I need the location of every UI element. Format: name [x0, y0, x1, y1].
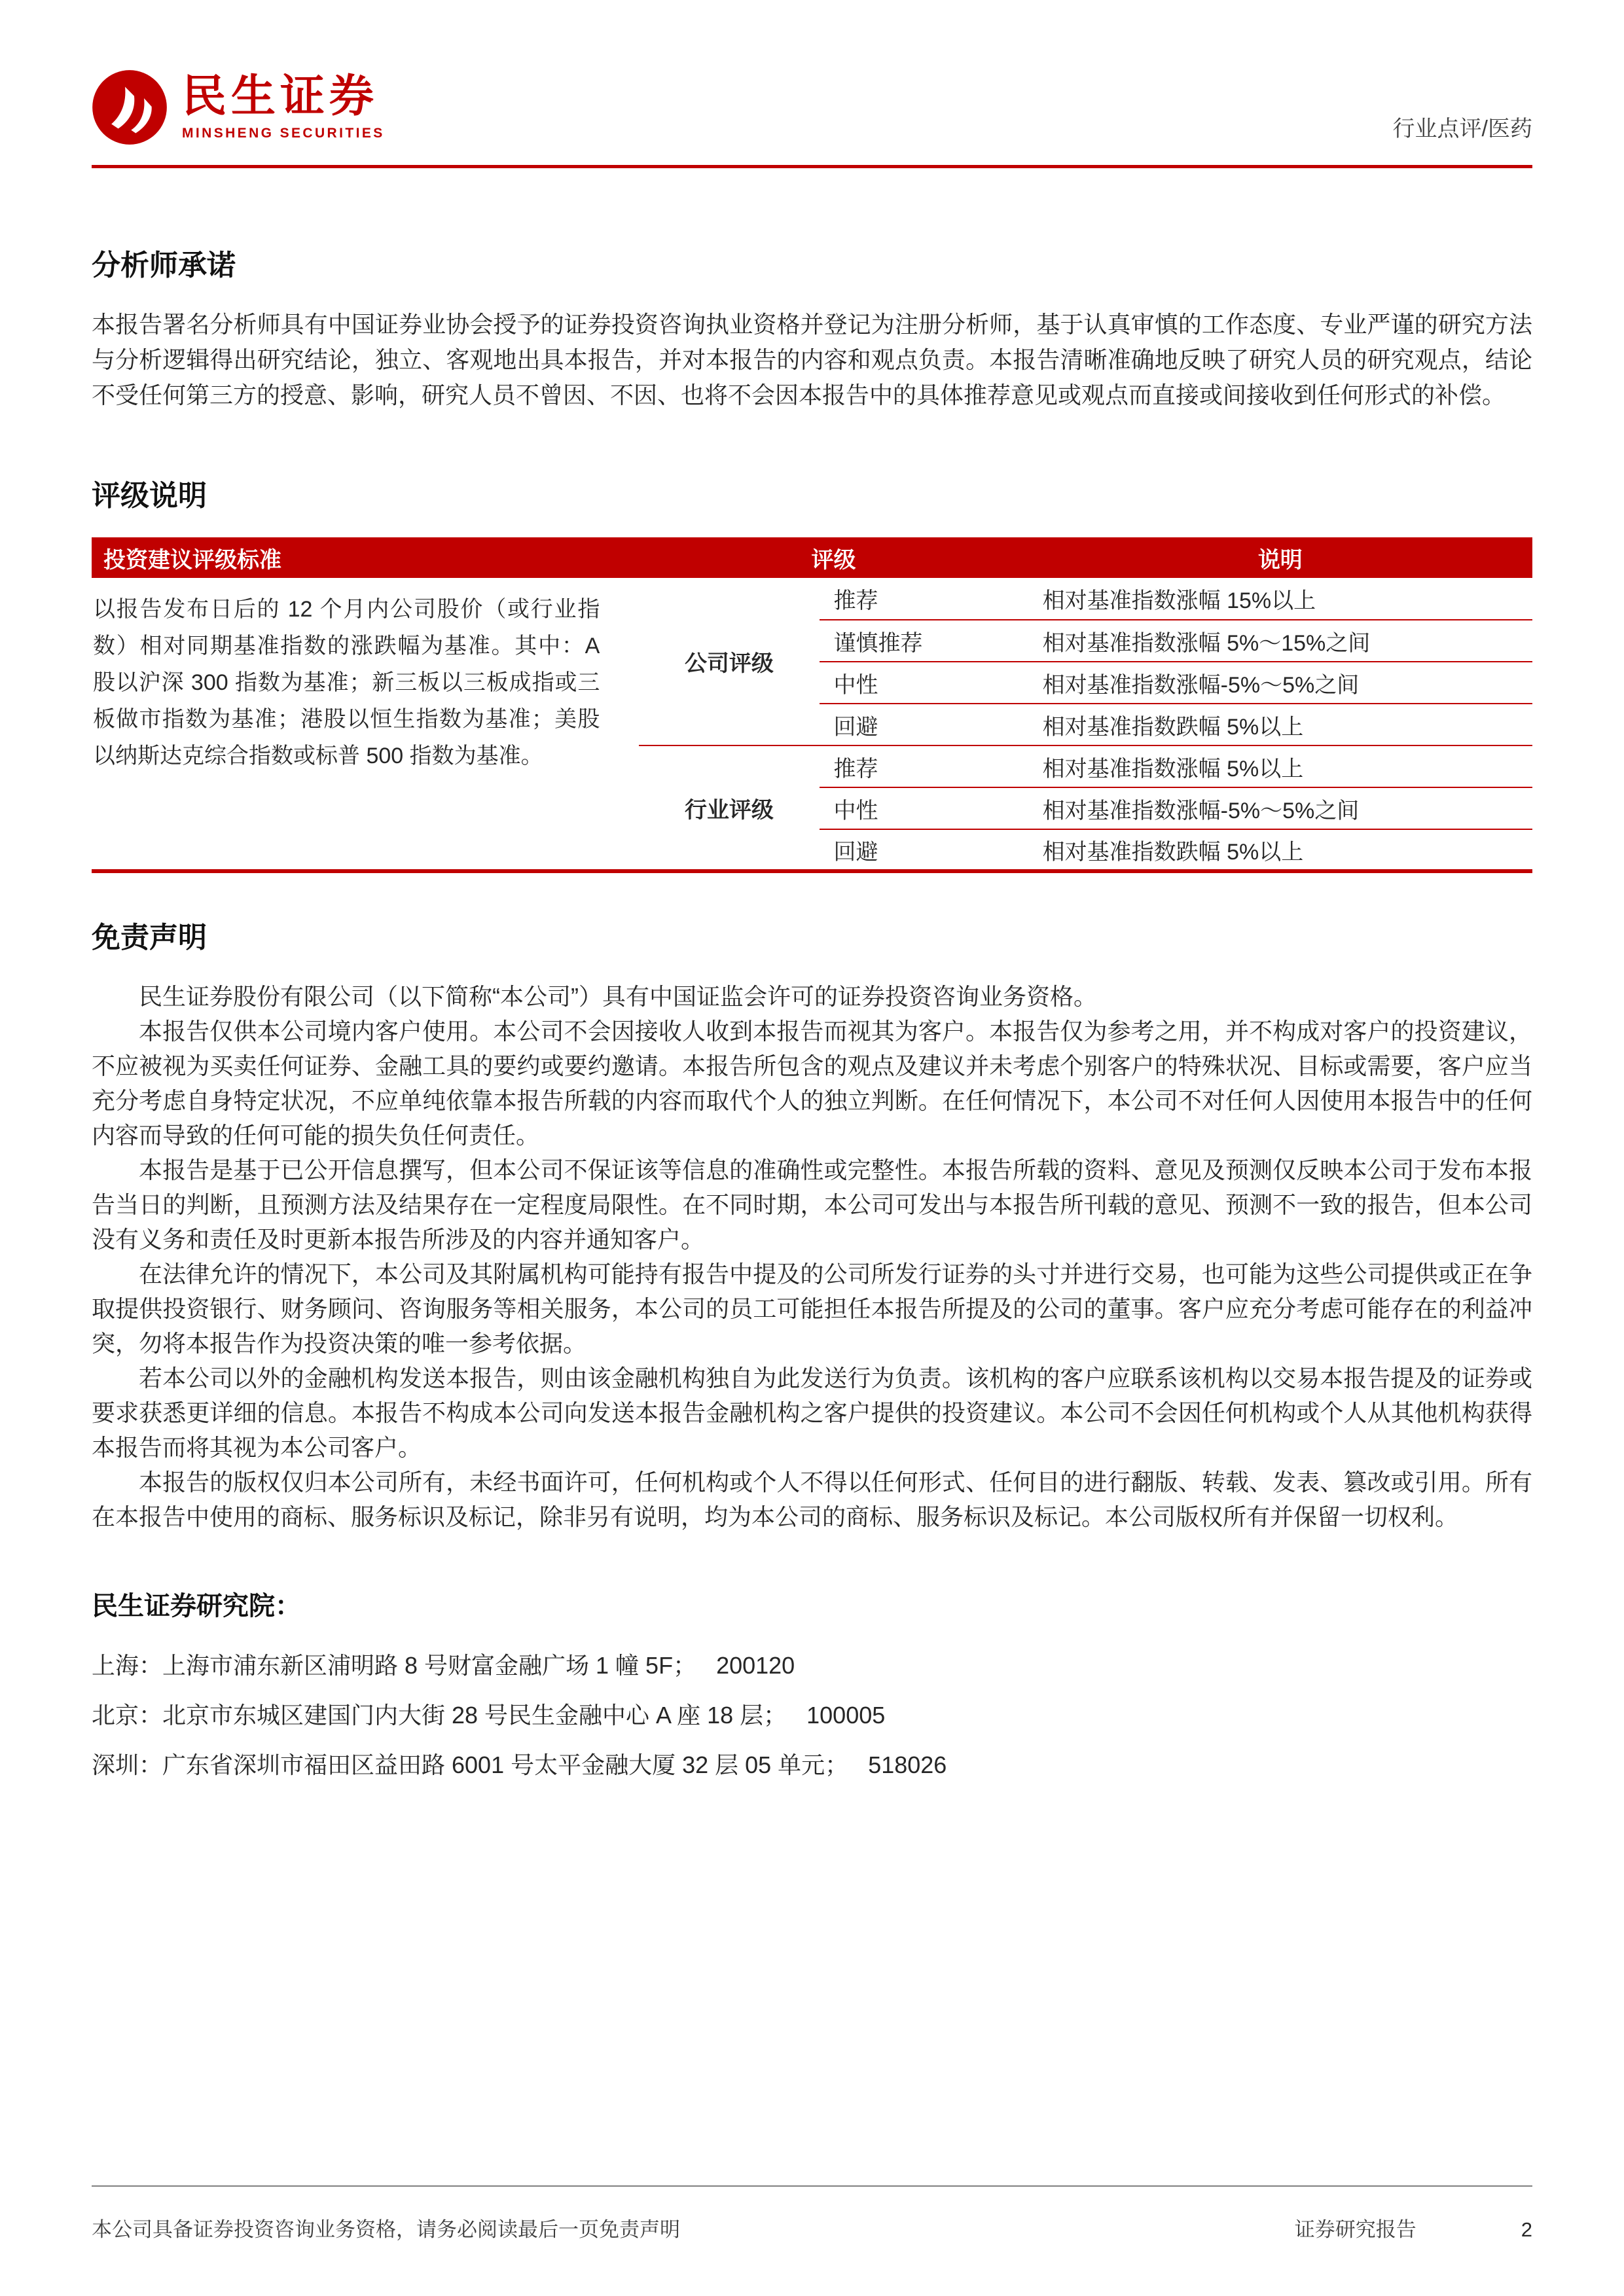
rating-group-company: 公司评级 — [639, 578, 819, 745]
disclaimer-paragraph: 本报告的版权仅归本公司所有，未经书面许可，任何机构或个人不得以任何形式、任何目的进行翻版、转载、发表、篡改或引用。所有在本报告中使用的商标、服务标识及标记，除非另有说明，均为本公司的商标、服务标识及标记。本公司版权所有并保留一切权利。 — [92, 1469, 1532, 1530]
rating-desc-cell: 相对基准指数涨幅 5%以上 — [1028, 745, 1532, 787]
rating-table-header-row — [92, 537, 1532, 578]
section-research-institute — [92, 1585, 1532, 1780]
footer-disclaimer-note: 本公司具备证券投资咨询业务资格，请务必阅读最后一页免责声明 — [92, 2218, 680, 2241]
rating-table — [92, 537, 1532, 873]
column-header-rating: 评级 — [639, 537, 1028, 578]
brand — [92, 69, 385, 145]
disclaimer-section-title: 免责声明 — [92, 922, 207, 954]
institute-title: 民生证券研究院： — [92, 1592, 301, 1621]
rating-desc-cell: 相对基准指数跌幅 5%以上 — [1028, 704, 1532, 745]
brand-text — [182, 73, 385, 141]
header-divider — [92, 165, 1532, 168]
disclaimer-paragraph: 若本公司以外的金融机构发送本报告，则由该金融机构独自为此发送行为负责。该机构的客户应联系该机构以交易本报告提及的证券或要求获悉更详细的信息。本报告不构成本公司向发送本报告金融机构之客户提供的投资建议。本公司不会因任何机构或个人从其他机构获得本报告而将其视为本公司客户。 — [92, 1365, 1532, 1461]
page-header — [0, 0, 1624, 145]
rating-name-cell: 回避 — [820, 704, 1028, 745]
rating-desc-cell: 相对基准指数涨幅-5%～5%之间 — [1028, 662, 1532, 704]
footer-report-type: 证券研究报告 — [1294, 2218, 1416, 2241]
table-row — [92, 578, 1532, 620]
page-footer — [92, 2185, 1532, 2242]
disclaimer-paragraph: 在法律允许的情况下，本公司及其附属机构可能持有报告中提及的公司所发行证券的头寸并进行交易，也可能为这些公司提供或正在争取提供投资银行、财务顾问、咨询服务等相关服务，本公司的员工可能担任本报告所提及的公司的董事。客户应充分考虑可能存在的利益冲突，勿将本报告作为投资决策的唯一参考依据。 — [92, 1261, 1532, 1357]
rating-name-cell: 中性 — [820, 662, 1028, 704]
rating-section-title: 评级说明 — [92, 480, 207, 512]
rating-group-industry: 行业评级 — [639, 745, 819, 871]
rating-name-cell: 推荐 — [820, 745, 1028, 787]
rating-desc-cell: 相对基准指数涨幅 15%以上 — [1028, 578, 1532, 620]
minsheng-logo-icon — [92, 69, 168, 145]
analyst-section-title: 分析师承诺 — [92, 249, 236, 281]
rating-name-cell: 回避 — [820, 829, 1028, 871]
rating-name-cell: 谨慎推荐 — [820, 620, 1028, 662]
rating-desc-cell: 相对基准指数涨幅 5%～15%之间 — [1028, 620, 1532, 662]
brand-name-en: MINSHENG SECURITIES — [182, 126, 385, 141]
page-number: 2 — [1521, 2218, 1532, 2241]
disclaimer-paragraph: 民生证券股份有限公司（以下简称“本公司”）具有中国证监会许可的证券投资咨询业务资格。 — [139, 983, 1097, 1010]
office-address-beijing: 北京：北京市东城区建国门内大街 28 号民生金融中心 A 座 18 层； 100005 — [92, 1702, 886, 1729]
footer-right — [1295, 2213, 1532, 2242]
rating-name-cell: 中性 — [820, 787, 1028, 829]
rating-criteria-cell: 以报告发布日后的 12 个月内公司股价（或行业指数）相对同期基准指数的涨跌幅为基准。其中：A 股以沪深 300 指数为基准；新三板以三板成指或三板做市指数为基准；港股以恒生指数为基准；美股以纳斯达克综合指数或标普 500 指数为基准。 — [93, 597, 600, 768]
rating-desc-cell: 相对基准指数跌幅 5%以上 — [1028, 829, 1532, 871]
brand-name-cn: 民生证券 — [182, 71, 379, 121]
rating-name-cell: 推荐 — [820, 578, 1028, 620]
analyst-statement: 本报告署名分析师具有中国证券业协会授予的证券投资咨询执业资格并登记为注册分析师，基于认真审慎的工作态度、专业严谨的研究方法与分析逻辑得出研究结论，独立、客观地出具本报告，并对本报告的内容和观点负责。本报告清晰准确地反映了研究人员的研究观点，结论不受任何第三方的授意、影响，研究人员不曾因、不因、也将不会因本报告中的具体推荐意见或观点而直接或间接收到任何形式的补偿。 — [92, 311, 1532, 408]
rating-desc-cell: 相对基准指数涨幅-5%～5%之间 — [1028, 787, 1532, 829]
section-analyst-commitment — [92, 242, 1532, 413]
disclaimer-paragraph: 本报告仅供本公司境内客户使用。本公司不会因接收人收到本报告而视其为客户。本报告仅为参考之用，并不构成对客户的投资建议，不应被视为买卖任何证券、金融工具的要约或要约邀请。本报告所包含的观点及建议并未考虑个别客户的特殊状况、目标或需要，客户应当充分考虑自身特定状况，不应单纯依靠本报告所载的内容而取代个人的独立判断。在任何情况下，本公司不对任何人因使用本报告中的任何内容而导致的任何可能的损失负任何责任。 — [92, 1018, 1532, 1149]
disclaimer-paragraph: 本报告是基于已公开信息撰写，但本公司不保证该等信息的准确性或完整性。本报告所载的资料、意见及预测仅反映本公司于发布本报告当日的判断，且预测方法及结果存在一定程度局限性。在不同时期，本公司可发出与本报告所刊载的意见、预测不一致的报告，但本公司没有义务和责任及时更新本报告所涉及的内容并通知客户。 — [92, 1157, 1532, 1253]
section-disclaimer — [92, 914, 1532, 1534]
report-category: 行业点评/医药 — [1392, 117, 1532, 141]
column-header-description: 说明 — [1028, 537, 1532, 578]
office-address-shenzhen: 深圳：广东省深圳市福田区益田路 6001 号太平金融大厦 32 层 05 单元； 518026 — [92, 1751, 947, 1778]
section-rating-explanation — [92, 472, 1532, 873]
office-address-shanghai: 上海：上海市浦东新区浦明路 8 号财富金融广场 1 幢 5F； 200120 — [92, 1652, 795, 1679]
column-header-criteria: 投资建议评级标准 — [92, 537, 639, 578]
